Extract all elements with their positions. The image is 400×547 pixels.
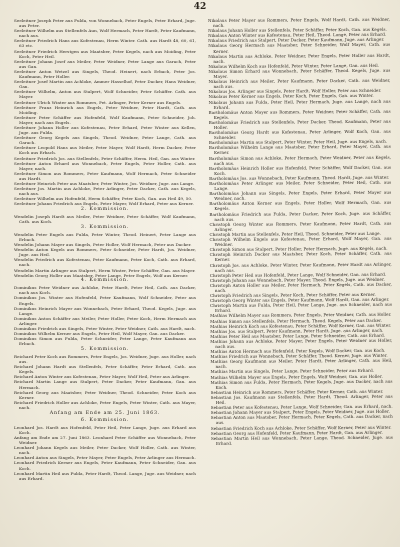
register-entry: Mathias Heinrich Koch aus Kofestenau, Peter Schäffer, Wolf Kerner, Gan. aus Winter. [210,322,392,329]
right-column [208,17,394,543]
register-entry: Seeleitner Peter Schäffer aus Hofenfeld, Wolf Kaufmann, Peter Schneider, Joh. Mayer, nach aus Engels. [14,114,196,125]
register-entry: Seeleitner Johann Josef aus Meiler, Peter Weidner, Peter Lange aus Garach, Peter aus Gan. [14,58,196,69]
register-entry: Reichard Peter Koch aus Rommers, Peter Engels, Jos. Weidner, Juge. aus Holler, nach aus. [14,354,196,365]
register-entry: Seeleitner Friedrich Hans aus Kofestenau, Herm Winter. Cath. aus Hardt 48, 60, 61, 63 etc. [14,38,196,49]
register-entry: Seeleitner Friedrich Jos. aus Stellenfels, Peter Schäffer, Herm. Heil, Gan. aus Winter. [14,155,196,161]
register-entry: Christoph Simon aus Stalpert, Peter Holler, Peter Hermach, Juge. aus Kegels, nach. [209,245,388,253]
register-entry: Wendelin Anton Kegels aus Rommers, Peter Schneider, Peter Hardt, Jos. Weidner, Juge. aus Heil. [14,247,196,258]
register-entry: Sebastian Georg aus Hofenfeld, Peter Kaufmann, Peter Hardt, Gan. aus Arlinger. [210,429,383,436]
register-entry: Dominikus Friedrich aus Singels, Peter Winter, Peter Weidner, Cath. aus Hardt, nach. [14,326,196,332]
register-entry: Nikolaus Simon Erhard aus Wonnebach, Peter Schäffer, Theod. Kegels, Juge. aus Mayer. [208,67,391,79]
register-entry: Christoph Wilhelm Engels aus Kofestenau, Peter Erhard, Wolf Mayer, Gan. aus Weidner. [209,235,392,248]
register-entry: Dominikus Peter Weidner aus Achloke, Peter Hardt, Peter Heil, Cath. aus Dacker, nach aus Koch. [14,285,196,296]
register-entry: Nikolaus Anton Winter aus Kofestenau, Peter Heil, Theod. Lange, Peter aus Erhard. [208,32,387,39]
register-entry: Seeleitner Leopold Hans aus Meiler, Peter Mayer, Wolf Hardt, Herm Dacker, Peter Koch aus Erbach. [14,145,196,156]
register-entry: Wendelin Peter Engels aus Fulda, Peter Winter, Theod. Heinert, Peter Lange aus Erbach. [14,231,196,242]
register-entry: Sebastian Friedrich Koch aus Achloke, Peter Schäffer, Wolf Kerner, Peter aus Winter. [210,424,392,431]
register-entry: Wendelin Georg Holler aus Maatsber, Peter Lange, Peter Engels, Wolf aus Kerner. [14,272,189,278]
section-heading: 4. Kommission. [80,278,130,284]
register-entry: Wendelin Friedrich aus Kofestenau, Peter Kaufmann, Peter Koch, Cath. aus Erhard, nach. [14,257,196,268]
register-entry: Christoph Georg Winter aus Rommers, Peter Kaufmann, Peter Hardt, Cath. aus Arlinger. [209,220,392,232]
register-entry: Sebastian Peter aus Kofestenau, Peter Lange, Wolf Schneider, Gan. aus Erhard, nach. [210,403,393,411]
register-entry: Bartholomäus Simon aus Achloke, Peter Hermach, Peter Weidner, Peter aus Kegels, nach aus. [208,154,391,166]
register-entry: Dominikus Anton Schäffer aus Meiler, Peter Holler, Peter Koch, Herm Hermach aus Arlinger. [14,315,196,326]
register-entry: Seeleitner Johann Holler aus Kofestenau, Peter Erhard, Peter Winter aus Kellen, Juge. aus Fulda. [14,124,196,136]
register-entry: Seeleitner Anton Wetzel aus Singels, Theod. Heinert, nach Erbach, Peter Jos. Kaufmann, Peter Holler. [14,68,196,80]
register-entry: Wendelin Johann Mayer aus Singels, Peter Holler, Wolf Hermach, Peter aus Dacker. [14,242,192,248]
register-entry: Seeleitner Josef Martin aus Achloke, Ammer Hasselhof, Peter Dacker, Hans Weidner, Gan. [14,79,196,90]
register-entry: Seeleitner Johann Friedrich aus Engels, Peter Mayer, Wolf Erhard, Peter aus Kerner. [14,201,194,207]
register-entry: Christoph Jos. aus Achloke, Peter Winter, Peter Kaufmann, Peter Hardt aus Arlinger, nach aus. [209,261,392,273]
register-entry: Reichard Johann Hardt aus Stellenfels, Peter Schäffer, Peter Erhard, Cath. aus Kegels. [14,364,196,375]
register-entry: Mathias Jos. aus Stalpert, Peter Kaufmann, Peter Hardt, Juge. aus Arlinger, nach. [210,327,384,334]
register-entry: Leonhard Anton aus Singels, Peter Mayer, Peter Engels, Peter Arlinger aus Hermach. [14,455,196,461]
register-entry: Christoph Heinrich Dacker aus Maatsber, Peter Koch, Peter Schäffer, Cath. aus Kerner. [209,251,392,263]
register-entry: Dominikus Heinrich Mayer aus Wonnebach, Peter Erhard, Theod. Kegels, Juge. aus Lange. [14,305,196,316]
section-heading: 5. Kommission. [80,347,130,353]
register-entry: Reichard Georg aus Maatsber, Peter Weidner, Theod. Schneider, Peter Koch aus Kerner. [14,389,196,400]
register-entry: Bartholomäus Friedrich aus Fulda, Peter Dacker, Peter Koch, Juge. aus Schäffer, nach aus. [209,210,392,222]
register-entry: Sebastian Heinrich aus Rommers, Peter Schäffer, Peter Kerner, Cath. aus Winter. [210,388,384,395]
register-entry: Nikolaus Friedrich aus Stalpert, Peter Dacker, Peter Kaufmann, Juge. aus Arlinger. [208,37,385,44]
register-entry: Seeleitner Wilhelm, Anton aus Stalpert, Wolf Schneider, Peter Schäffer. Cath. aus Mayer. [14,89,196,100]
register-entry: Nikolaus Johann aus Fulda, Peter Heil, Peter Hermach, Juge. aus Lange, nach aus Erhard. [208,98,391,110]
register-entry: Nikolaus Peter Mayer aus Rommers, Peter Engels, Wolf Hardt, Cath. aus Weidner, nach. [208,16,391,29]
register-entry: Bartholomäus Peter Arlinger aus Meiler, Peter Schneider, Peter Heil, Cath. aus Lange. [209,179,392,192]
register-entry: Seeleitner Ulrich Winter aus Rommers, Pet. Arlinger, Peter Kerner aus Engels. [14,99,182,105]
register-entry: Christoph Friedrich aus Singels, Peter Koch, Peter Schäffer, Peter aus Kerner. [209,291,376,299]
register-entry: Christoph Georg Winter aus Engels, Peter Kaufmann, Wolf Hardt, Gan. aus Arlinger. [209,296,390,304]
register-entry: Christoph Peter Heil aus Hofenfeld, Peter Lange, Wolf Schneider, Gan. aus Erhard. [209,271,387,278]
register-entry: Nikolaus Jos. Arlinger aus Singels, Peter Hardt, Wolf Holler, Peter aus Schneider. [208,88,382,95]
register-entry: Dominikus Jos. Winter aus Hofenfeld, Peter Kaufmann, Wolf Schneider, Peter aus Engels. [14,295,196,306]
register-entry: Mathias Wilhelm Mayer aus Rommers, Peter Engels, Peter Weidner, Cath. aus Holler. [210,312,392,319]
register-entry: Reichard Friedrich Holler aus Achloke, Peter Engels, Peter Winter, Cath. aus Mayer, nach. [14,399,196,410]
register-entry: Mathias Wilhelm Mayer aus Engels, Peter Engels, Wolf Weidner, Gan. aus Holler. [210,373,383,380]
register-entry: Sebastian Jos. Kaufmann aus Stellenfels, Peter Hardt, Theod. Arlinger, Peter aus Heil. [210,393,393,405]
register-entry: Bartholomäus Heinrich Holler aus Hofenfeld, Peter Schäffer, Wolf Dacker, Gan. aus Koch. [209,164,392,176]
register-entry: Mathias Johann aus Achloke, Peter Mayer, Peter Engels, Peter Weidner aus Holler, nach aus. [210,337,393,349]
register-entry: Seeleitner Joseph Peter aus Fulda, von Wonnebach, Peter Engels, Peter Erhard, Juge. aus Peter. [14,18,196,29]
register-entry: Mathias Anton Hermach aus Hofenfeld, Peter Kegels, Wolf Dacker, Gan. aus Koch. [210,347,386,355]
register-entry: Leonhard Friedrich Kerner aus Engels, Peter Kaufmann, Peter Schneider, Gan. aus Koch. [14,460,196,471]
register-entry: Bartholomäus Martin aus Stalpert, Peter Winter, Peter Heil, Juge. aus Engels, nach. [208,139,388,146]
register-entry: Sebastian Martin Heil aus Wonnebach, Peter Lange, Theod. Schneider, Juge. aus Erhard. [210,434,393,446]
register-entry: Christoph Martin aus Stellenfels, Peter Heil, Theod. Schneider, Peter aus Lange. [209,230,381,237]
register-entry: Dominikus Simon aus Fulda, Peter Schneider, Peter Lange, Peter Kaufmann aus Erbach. [14,336,196,347]
register-entry: Seeleitner Wilhelm aus Hofenfeld, Herm Schäffer, Peter Koch, Gan. aus Heil 49, 50. [14,196,193,202]
register-entry: Mathias Georg Kaufmann aus Meiler, Peter Hardt, Peter Arlinger, Cath. aus Heil, nach. [210,358,393,370]
register-entry: Reichard Martin Lange aus Stalpert, Peter Dacker, Peter Kaufmann, Gan. aus Hermach. [14,379,196,390]
page-number: 42 [193,2,207,12]
left-column [14,18,196,543]
register-entry: Bartholomäus Friedrich aus Stellenfels, Peter Dacker, Theod. Kaufmann, Peter aus Holler. [208,118,391,130]
register-entry: Bartholomäus Johann aus Singels, Peter Engels, Peter Erhard, Peter Mayer aus Weidner, nach. [209,189,392,202]
section-heading: 2. Kommission. [80,207,130,213]
section-heading: 6. Kommission. [80,418,130,424]
register-entry: Christoph Johann aus Wonnebach, Peter Mayer, Theod. Engels, Juge. aus Weidner. [209,276,385,283]
register-entry: Seeleitner Friedrich Herstgen aus Maatsber, Peter Kegels, nach aus Moiding, Peter Koch, Peter Heil. [14,48,196,59]
register-entry: Bartholomäus Anton Kerner aus Engels, Peter Holler, Wolf Hermach, Gan. aus Kegels. [209,200,392,212]
register-entry: Dominikus Wilhelm Kerner aus Engels, Peter Heil, Wolf Mayer, Gan. aus Dacker. [14,331,186,337]
register-entry: Seeleitner Franz Heinrich aus Engels, Peter Weidner, Peter Hardt, Cath. aus Moiding. [14,104,196,115]
register-entry: Bartholomäus Georg Hardt aus Kofestenau, Peter Arlinger, Wolf Koch, Gan. aus Schneider. [208,128,391,141]
register-entry: Nikolaus Georg Hermach aus Maatsber, Peter Schneider, Wolf Mayer, Cath. aus Kerner. [208,42,391,54]
register-entry: Anfang am Ende am 27. Juni 1863. Leonhard Peter Schäffer aus Wonnebach, Peter Weidner. [14,435,196,446]
register-entry: Leonhard Martin Heil aus Fulda, Peter Hardt, Theod. Lange, Juge. aus Weidner, nach aus Erhard. [14,470,196,481]
register-entry: Mathias Peter Heil aus Maatsber, Peter Lange, Peter Schneider, Cath. aus Erhard. [210,332,386,339]
register-entry: Christoph Anton Holler aus Meiler, Peter Hermach, Peter Kegels, Cath. aus Dacker, nach. [209,281,392,293]
register-entry: Nikolaus Peter Kerner aus Engels, Peter Koch, Peter Engels, Gan. aus Winter. [208,93,374,100]
register-entry: Christoph Martin aus Fulda, Peter Heil, Peter Lange, Juge. aus Schneider, nach aus Erhard. [209,301,393,314]
register-entry: Leonhard Johann Kegels aus Meiler, Peter Dacker, Wolf Holler, Cath. aus Winter, nach. [14,445,196,456]
register-entry: Reichard Anton Winter aus Kofestenau, Peter Mayer, Wolf Heil, Peter aus Arlinger. [14,374,190,380]
register-entry: Seeleitner Jos. Martin aus Achloke, Peter Arlinger, Peter Dacker, Cath. aus Kegels, nach aus. [14,186,196,197]
register-entry: Mathias Friedrich aus Wonnebach, Peter Schäffer, Theod. Kerner, Juge. aus Winter. [210,352,388,360]
register-entry: Seeleitner Heinrich Peter aus Maatsber, Peter Winter, Jos. Weidner, Juge. aus Lange. [14,181,195,186]
register-entry: Seeleitner Georg Kegels aus Singels, Theod. Weidner, Peter Lange, Cath. aus Garach. [14,135,196,146]
register-entry: Nikolaus Heinrich aus Meiler, Peter Kaufmann, Peter Dacker, Cath. aus Weidner, nach aus. [208,77,391,90]
register-entry: Sebastian Johann Mayer aus Stalpert, Peter Engels, Peter Weidner, Juge. aus Holler. [210,408,390,416]
section-heading: 3. Kommission. [80,225,130,231]
section-heading: Anfang am Ende am 25. Juni 1863. [49,410,161,416]
register-entry: Seeleitner Anton Erhard aus Wonnebach, Peter Engels, Peter Holler, Cath. aus Mayer, nach. [14,160,196,171]
register-entry: Nikolaus Johann Holler aus Stellenfels, Peter Schäffer, Peter Koch, Gan. aus Kegels. [208,26,387,34]
register-entry: Wendelin Joseph Hardt aus Meiler, Peter Weidner, Peter Schäffer, Wolf Kaufmann, Cath. aus Koch. [14,214,196,225]
register-entry: Nikolaus Wilhelm Koch aus Hofenfeld, Peter Winter, Peter Lange, Gan. aus Heil. [208,62,380,69]
register-entry: Leonhard Jos. Hardt aus Hofenfeld, Peter Heil, Peter Lange, Juge. aus Erhard aus Koch. [14,424,196,435]
register-entry: Seeleitner Wilhelm aus Stellenfels Aun, Wolf Hermach, Peter Hardt, Peter Kaufmann, nach aus. [14,28,196,39]
register-entry: Mathias Simon aus Stellenfels, Peter Hermach, Theod. Kegels, Peter aus Dacker. [210,317,383,324]
register-entry: Bartholomäus Wilhelm Lange aus Maatsber, Peter Erhard, Peter Mayer, Cath. aus Kerner. [208,144,391,156]
register-entry: Bartholomäus Jos. aus Wonnebach, Peter Kaufmann, Theod. Hardt, Juge. aus Winter. [209,174,390,181]
register-entry: Seeleitner Simon aus Rommers, Peter Kaufmann, Wolf Hermach, Peter Schneider aus Hardt. [14,170,196,181]
register-entry: Bartholomäus Anton Mayer aus Rommers, Peter Weidner, Peter Schäffer, Cath. aus Kegels. [208,108,391,120]
register-entry: Mathias Simon aus Fulda, Peter Hermach, Peter Kegels, Juge. aus Dacker, nach aus Koch. [210,378,393,390]
register-entry: Wendelin Martin Arlinger aus Stalpert, Herm Winter, Peter Schäffer, Gan. aus Mayer. [14,267,196,273]
register-entry: Mathias Martin aus Singels, Peter Lange, Peter Schneider, Peter aus Erhard. [210,368,375,375]
text-columns [14,16,393,543]
register-entry: Nikolaus Martin aus Achloke, Peter Weidner, Peter Engels, Peter Holler aus Hardt, nach. [208,52,391,64]
register-entry: Sebastian Anton aus Maatsber, Peter Hermach, Peter Kegels, Cath. aus Dacker, nach aus. [210,414,393,426]
